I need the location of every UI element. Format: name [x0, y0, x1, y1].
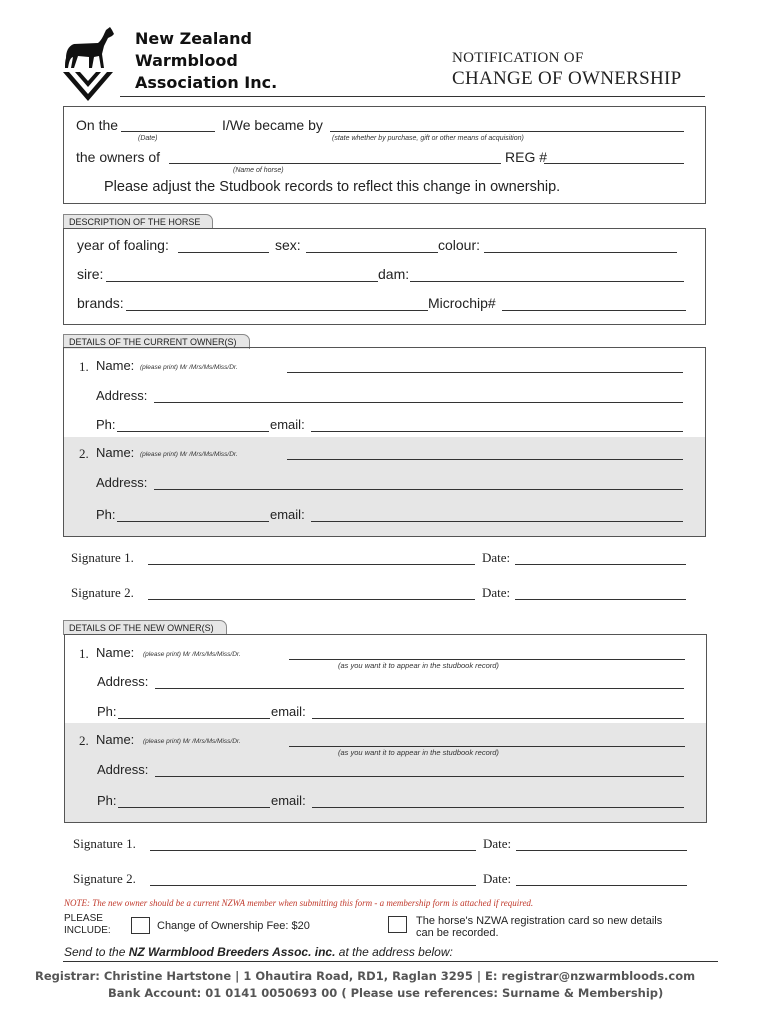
- new-signature1-date-field[interactable]: [516, 850, 687, 851]
- horse-section-tab: DESCRIPTION OF THE HORSE: [63, 214, 213, 229]
- current-owners-section-tab: DETAILS OF THE CURRENT OWNER(S): [63, 334, 250, 349]
- membership-note: NOTE: The new owner should be a current NZWA member when submitting this form - a membership form is attached if required.: [64, 898, 534, 908]
- send-prefix: Send to the: [64, 945, 129, 959]
- org-name-line2: Warmblood: [135, 51, 238, 70]
- footer-registrar-line: Registrar: Christine Hartstone | 1 Ohautira Road, RD1, Raglan 3295 | E: registrar@nzwarmbloods.com: [35, 969, 696, 983]
- on-the-label: On the: [76, 117, 119, 133]
- send-instruction: [64, 945, 453, 959]
- send-org: NZ Warmblood Breeders Assoc. inc.: [128, 945, 336, 959]
- dam-field[interactable]: [410, 281, 684, 282]
- current-signature2-date-label: Date:: [482, 585, 511, 600]
- current-owner2-email-field[interactable]: [311, 521, 683, 522]
- current-signature1-label: Signature 1.: [71, 550, 134, 565]
- new-owner2-email-field[interactable]: [312, 807, 684, 808]
- new-owner1-studbook-hint: (as you want it to appear in the studbook record): [338, 661, 499, 670]
- new-owner2-address-field[interactable]: [155, 776, 684, 777]
- fee-label: Change of Ownership Fee: $20: [157, 920, 310, 932]
- registration-card-label: [416, 915, 662, 939]
- current-owner2-ph-label: Ph:: [96, 507, 116, 522]
- new-owner2-ph-label: Ph:: [97, 793, 117, 808]
- form-title-line2: CHANGE OF OWNERSHIP: [452, 68, 682, 89]
- current-owner2-address-field[interactable]: [154, 489, 683, 490]
- brands-label: brands:: [77, 295, 124, 311]
- new-signature2-field[interactable]: [150, 885, 476, 886]
- current-signature2-field[interactable]: [148, 599, 475, 600]
- new-signature2-label: Signature 2.: [73, 871, 136, 886]
- colour-field[interactable]: [484, 252, 677, 253]
- current-owner1-address-field[interactable]: [154, 402, 683, 403]
- current-owner2-name-hint: (please print) Mr /Mrs/Ms/Miss/Dr.: [140, 451, 238, 458]
- current-signature1-date-label: Date:: [482, 550, 511, 565]
- please-include-line2: INCLUDE:: [64, 925, 111, 936]
- current-owner1-email-field[interactable]: [311, 431, 683, 432]
- became-by-label: I/We became by: [222, 117, 323, 133]
- adjust-instruction: Please adjust the Studbook records to reflect this change in ownership.: [104, 179, 561, 195]
- current-signature2-date-field[interactable]: [515, 599, 686, 600]
- new-owner1-email-label: email:: [271, 704, 306, 719]
- microchip-field[interactable]: [502, 310, 686, 311]
- new-owner1-email-field[interactable]: [312, 718, 684, 719]
- form-title-line1: NOTIFICATION OF: [452, 50, 584, 66]
- year-of-foaling-label: year of foaling:: [77, 237, 169, 253]
- footer-bank-line: Bank Account: 01 0141 0050693 00 ( Please use references: Surname & Membership): [108, 986, 664, 1000]
- microchip-label: Microchip#: [428, 295, 496, 311]
- new-owners-section-tab: DETAILS OF THE NEW OWNER(S): [63, 620, 227, 635]
- acquisition-hint: (state whether by purchase, gift or other means of acquisition): [332, 135, 524, 142]
- current-signature1-date-field[interactable]: [515, 564, 686, 565]
- current-owner1-name-label: Name:: [96, 358, 135, 373]
- new-signature2-date-field[interactable]: [516, 885, 687, 886]
- new-owner2-studbook-hint: (as you want it to appear in the studbook record): [338, 748, 499, 757]
- send-suffix: at the address below:: [335, 945, 453, 959]
- please-include-line1: PLEASE: [64, 913, 103, 924]
- new-owner1-name-label: Name:: [96, 645, 135, 660]
- sex-label: sex:: [275, 237, 301, 253]
- new-signature1-field[interactable]: [150, 850, 476, 851]
- brands-field[interactable]: [126, 310, 428, 311]
- current-owner1-ph-label: Ph:: [96, 417, 116, 432]
- current-signature2-label: Signature 2.: [71, 585, 134, 600]
- new-owner1-ph-label: Ph:: [97, 704, 117, 719]
- current-owner2-email-label: email:: [270, 507, 305, 522]
- new-owner2-email-label: email:: [271, 793, 306, 808]
- new-owner1-address-field[interactable]: [155, 688, 684, 689]
- reg-label: REG #: [505, 149, 548, 165]
- header-rule: [120, 96, 705, 97]
- registration-card-checkbox[interactable]: [388, 916, 407, 933]
- horse-name-field[interactable]: [169, 163, 501, 164]
- org-name-line1: New Zealand: [135, 29, 252, 48]
- new-owner1-name-hint: (please print) Mr /Mrs/Ms/Miss/Dr.: [143, 651, 241, 658]
- colour-label: colour:: [438, 237, 481, 253]
- reg-number-field[interactable]: [544, 163, 684, 164]
- new-owner1-address-label: Address:: [97, 674, 149, 689]
- current-signature1-field[interactable]: [148, 564, 475, 565]
- current-owner2-name-label: Name:: [96, 445, 135, 460]
- date-hint: (Date): [138, 135, 158, 142]
- registration-card-line2: can be recorded.: [416, 927, 499, 939]
- new-owner1-ph-field[interactable]: [118, 718, 270, 719]
- current-owner2-address-label: Address:: [96, 475, 148, 490]
- new-owner2-address-label: Address:: [97, 762, 149, 777]
- current-owner2-number: 2.: [79, 446, 89, 461]
- date-field[interactable]: [121, 131, 215, 132]
- horse-logo-icon: [58, 24, 118, 104]
- current-owner1-name-field[interactable]: [287, 372, 683, 373]
- new-owner1-number: 1.: [79, 646, 89, 661]
- new-owner2-name-field[interactable]: [289, 746, 685, 747]
- new-owner1-name-field[interactable]: [289, 659, 685, 660]
- new-signature1-label: Signature 1.: [73, 836, 136, 851]
- current-owner1-name-hint: (please print) Mr /Mrs/Ms/Miss/Dr.: [140, 364, 238, 371]
- sire-label: sire:: [77, 266, 104, 282]
- owners-of-label: the owners of: [76, 149, 161, 165]
- new-signature2-date-label: Date:: [483, 871, 512, 886]
- please-include-label: [64, 913, 111, 937]
- acquisition-means-field[interactable]: [330, 131, 684, 132]
- new-signature1-date-label: Date:: [483, 836, 512, 851]
- year-of-foaling-field[interactable]: [178, 252, 269, 253]
- sire-field[interactable]: [106, 281, 378, 282]
- sex-field[interactable]: [306, 252, 438, 253]
- org-name-line3: Association Inc.: [135, 73, 278, 92]
- current-owner1-email-label: email:: [270, 417, 305, 432]
- current-owner2-name-field[interactable]: [287, 459, 683, 460]
- current-owner1-address-label: Address:: [96, 388, 148, 403]
- dam-label: dam:: [378, 266, 410, 282]
- fee-checkbox[interactable]: [131, 917, 150, 934]
- current-owner1-number: 1.: [79, 359, 89, 374]
- footer-rule: [63, 961, 718, 962]
- registration-card-line1: The horse's NZWA registration card so new details: [416, 915, 663, 927]
- new-owner2-number: 2.: [79, 733, 89, 748]
- new-owner2-ph-field[interactable]: [118, 807, 270, 808]
- current-owner1-ph-field[interactable]: [117, 431, 269, 432]
- new-owner2-name-hint: (please print) Mr /Mrs/Ms/Miss/Dr.: [143, 738, 241, 745]
- horse-name-hint: (Name of horse): [233, 167, 284, 174]
- new-owner2-name-label: Name:: [96, 732, 135, 747]
- current-owner2-ph-field[interactable]: [117, 521, 269, 522]
